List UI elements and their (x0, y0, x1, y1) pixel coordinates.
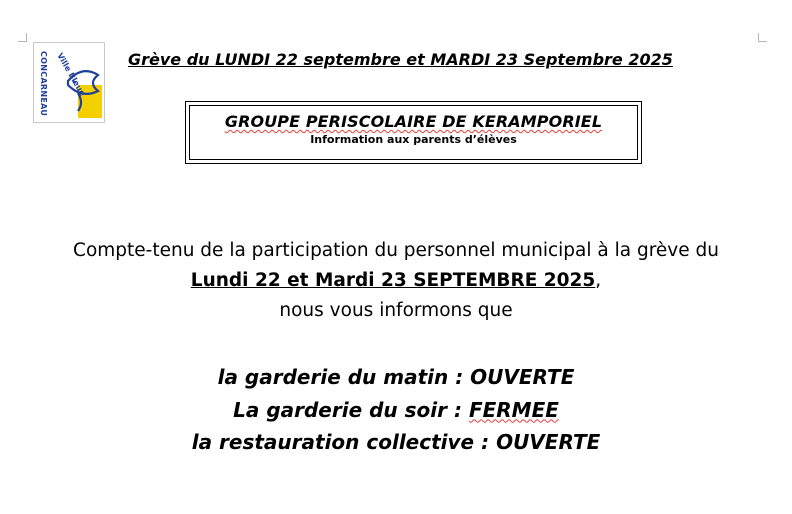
service-state: OUVERTE (496, 430, 601, 454)
concarneau-logo (33, 42, 105, 123)
school-group-title (190, 112, 637, 131)
strike-title: Grève du LUNDI 22 septembre et MARDI 23 Septembre 2025 (128, 50, 673, 69)
service-state: FERMEE (468, 397, 559, 422)
message-line-2-tail: , (595, 270, 602, 291)
logo-tagline: Ville Bleue (55, 51, 87, 98)
message-line-1: Compte-tenu de la participation du personnel municipal à la grève du (73, 240, 719, 261)
status-separator: : (474, 430, 497, 454)
logo-town-name: CONCARNEAU (39, 51, 48, 117)
strike-message (0, 236, 792, 326)
school-group-title-text: GROUPE PERISCOLAIRE DE KERAMPORIEL (224, 112, 603, 131)
parents-info-subtitle: Information aux parents d’élèves (310, 133, 517, 146)
service-name: la garderie du matin (217, 365, 449, 389)
status-separator: : (447, 397, 469, 422)
status-row-canteen (0, 426, 792, 459)
page-corner-mark-left (18, 33, 27, 42)
info-box-inner (189, 105, 638, 160)
status-row-morning (0, 361, 792, 394)
message-line-2 (0, 266, 792, 296)
page-corner-mark-right (758, 33, 767, 42)
strike-dates: Lundi 22 et Mardi 23 SEPTEMBRE 2025 (190, 270, 596, 291)
status-separator: : (448, 365, 471, 389)
message-line-3: nous vous informons que (279, 300, 513, 321)
service-status-list (0, 361, 792, 459)
fish-emblem-icon (48, 45, 104, 120)
status-row-evening (0, 394, 792, 427)
service-name: La garderie du soir (233, 397, 447, 422)
service-name: la restauration collective (191, 430, 475, 454)
service-state: OUVERTE (470, 365, 575, 389)
info-box (185, 101, 642, 164)
